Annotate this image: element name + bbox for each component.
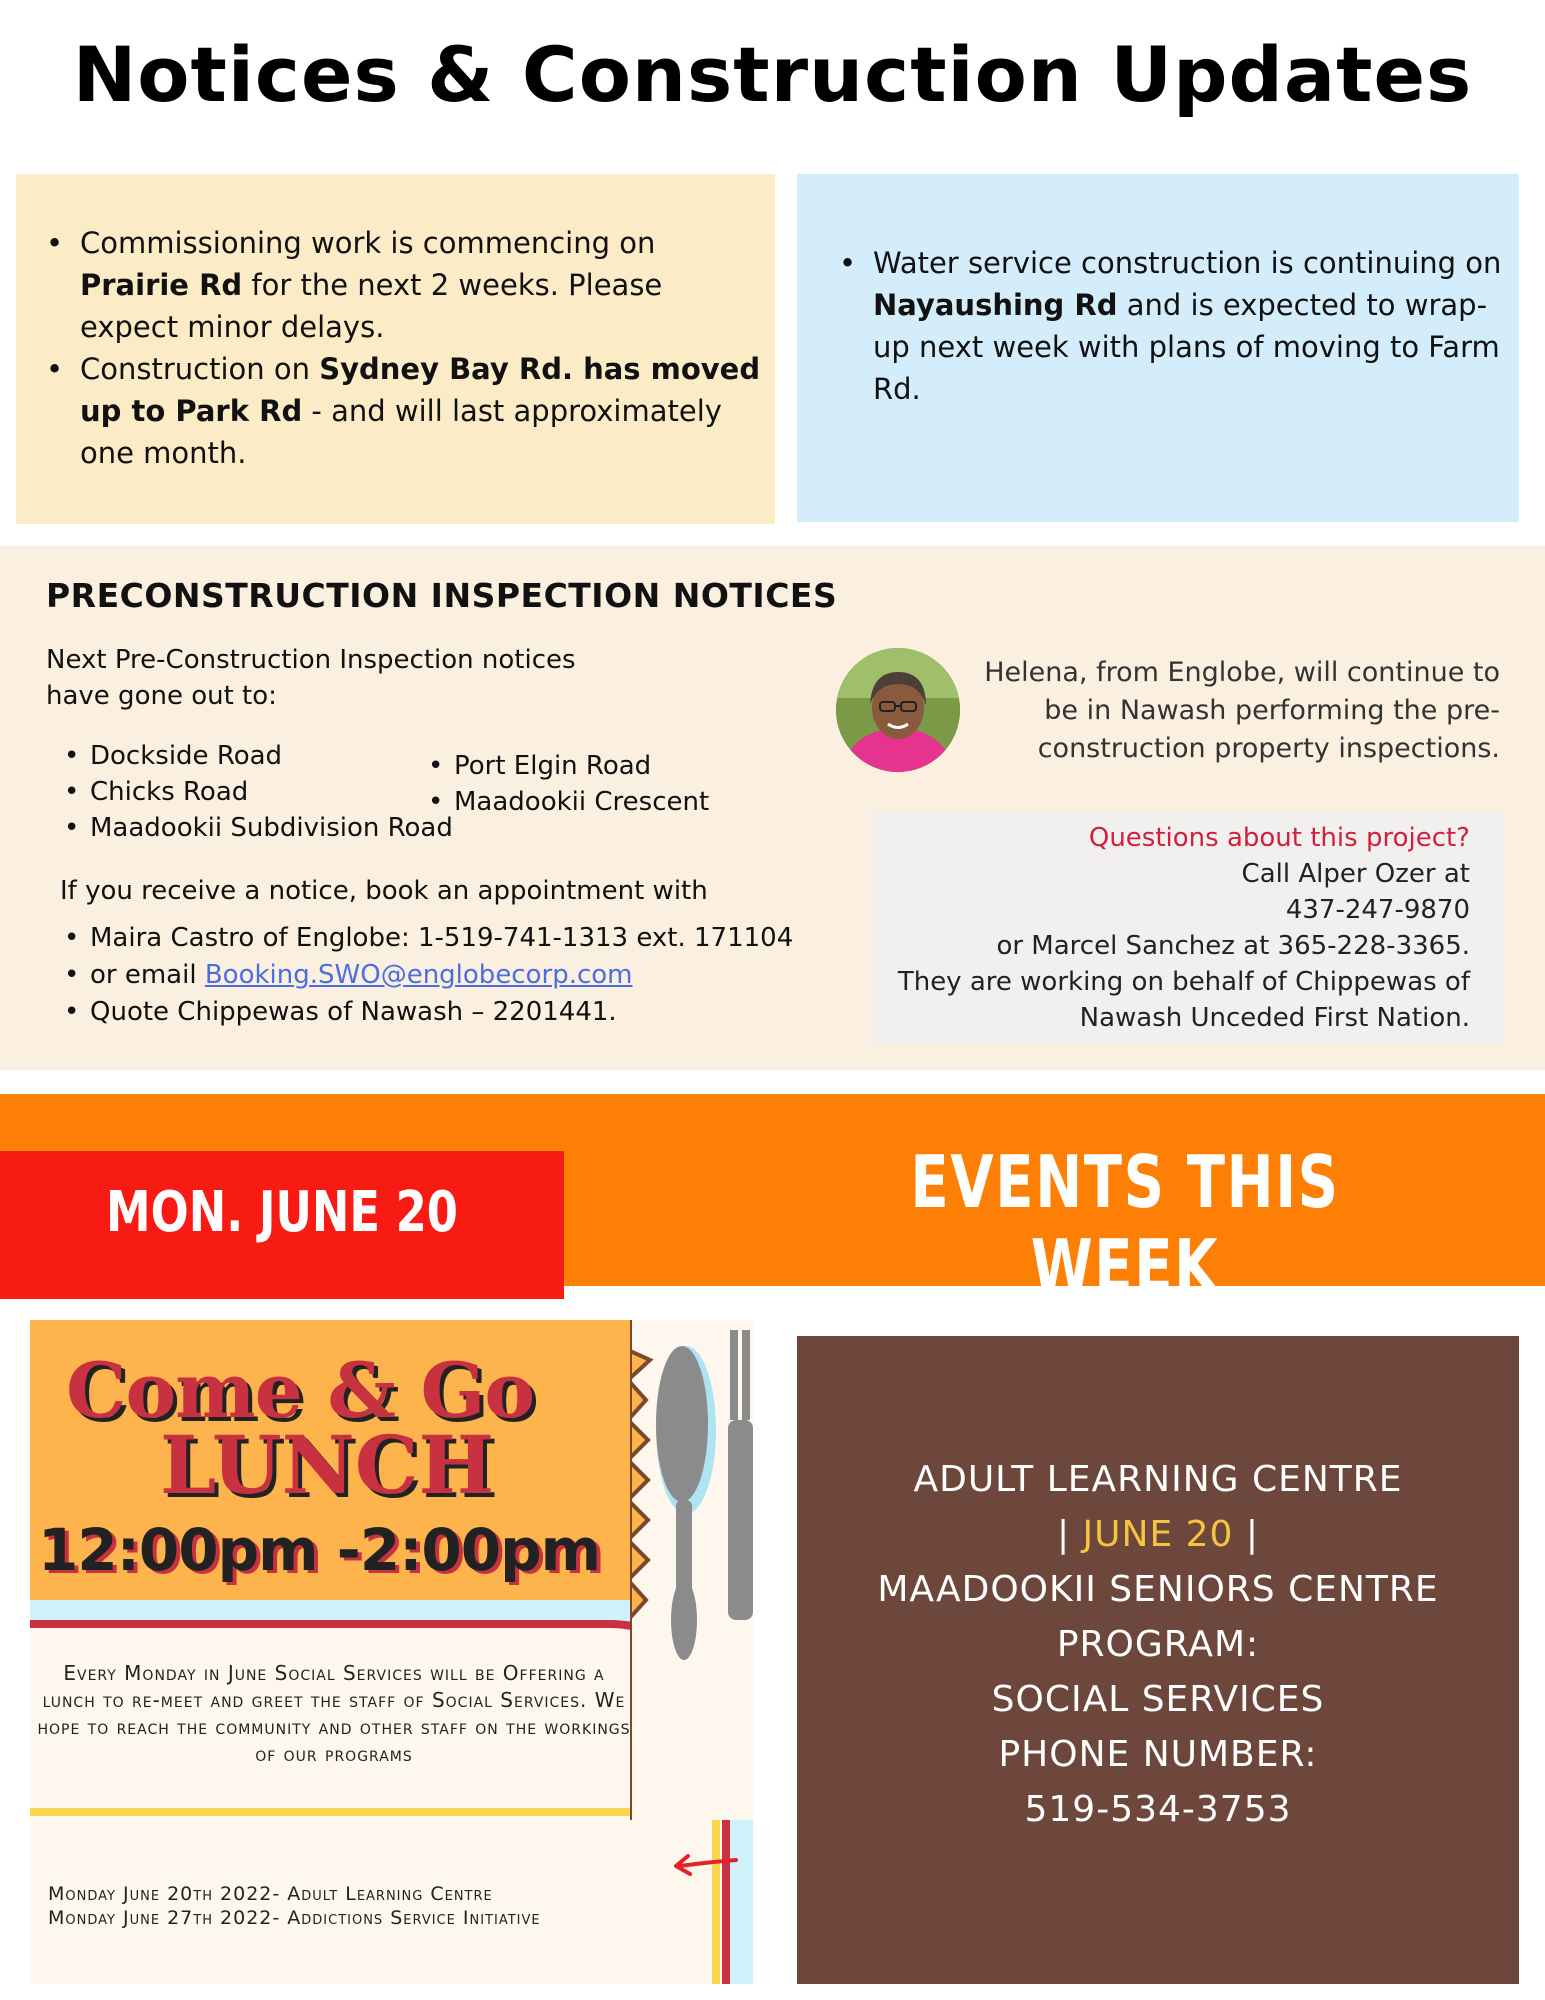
contact-line: Call Alper Ozer at [1241, 859, 1470, 889]
flyer-description: Every Monday in June Social Services will be Offering a lunch to re-meet and greet the staff of Social Services. We hope to reach the community and other staff on the workings of our programs [37, 1661, 631, 1766]
event-date-label: MON. JUNE 20 [106, 1180, 458, 1245]
event-program-label: PROGRAM: [1056, 1624, 1260, 1665]
road-item: • Chicks Road [64, 774, 453, 810]
questions-label: Questions about this project? [1088, 823, 1470, 853]
flyer-dates [48, 1882, 541, 1930]
contact-quote: • Quote Chippewas of Nawash – 2201441. [64, 994, 793, 1031]
flyer-time: 12:00pm -2:00pm [38, 1516, 601, 1584]
event-venue: MAADOOKII SENIORS CENTRE [877, 1569, 1439, 1610]
water-service-list [839, 242, 1509, 410]
helena-avatar [836, 648, 960, 772]
person-photo-icon [836, 648, 960, 772]
event-phone-label: PHONE NUMBER: [998, 1734, 1318, 1775]
flyer-date-line: Monday June 27th 2022- Addictions Service Initiative [48, 1907, 541, 1929]
events-title: EVENTS THIS WEEK [910, 1140, 1340, 1308]
cutlery-panel [630, 1320, 753, 1820]
contact-line: They are working on behalf of Chippewas of [897, 967, 1470, 997]
contact-phone: • Maira Castro of Englobe: 1-519-741-1313 ext. 171104 [64, 920, 793, 957]
event-program: SOCIAL SERVICES [991, 1679, 1325, 1720]
event-info-card [797, 1336, 1519, 1984]
questions-box [872, 812, 1504, 1044]
update-item: • Construction on Sydney Bay Rd. has moved up to Park Rd - and will last approximately one month. [46, 348, 766, 474]
road-item: • Maadookii Crescent [428, 784, 709, 820]
flyer-subheadline: LUNCH [160, 1418, 495, 1512]
booking-instructions: If you receive a notice, book an appointment with [60, 876, 708, 906]
event-date: | JUNE 20 | [1056, 1514, 1260, 1555]
flyer-headline: Come & Go [66, 1346, 535, 1435]
arrow-left-icon [670, 1850, 740, 1880]
road-item: • Maadookii Subdivision Road [64, 810, 453, 846]
contact-line: 437-247-9870 [1285, 895, 1470, 925]
update-item: • Water service construction is continuing on Nayaushing Rd and is expected to wrap-up next week with plans of moving to Farm Rd. [839, 242, 1509, 410]
update-item: • Commissioning work is commencing on Prairie Rd for the next 2 weeks. Please expect minor delays. [46, 222, 766, 348]
road-item: • Port Elgin Road [428, 748, 709, 784]
page-title: Notices & Construction Updates [72, 30, 1473, 119]
spoon-fork-icon [630, 1320, 753, 1820]
helena-note: Helena, from Englobe, will continue to be in Nawash performing the pre-construction property inspections. [984, 657, 1500, 764]
preconstruction-heading: PRECONSTRUCTION INSPECTION NOTICES [46, 576, 838, 615]
contact-email: • or email Booking.SWO@englobecorp.com [64, 957, 793, 994]
preconstruction-intro: Next Pre-Construction Inspection notices have gone out to: [46, 645, 576, 711]
flyer-date-line: Monday June 20th 2022- Adult Learning Centre [48, 1883, 493, 1905]
contact-line: or Marcel Sanchez at 365-228-3365. [996, 931, 1470, 961]
email-link[interactable]: Booking.SWO@englobecorp.com [204, 960, 633, 990]
roads-list-1 [64, 738, 453, 846]
construction-updates-panel [16, 174, 775, 524]
construction-updates-list [46, 222, 766, 474]
water-service-panel [797, 174, 1519, 522]
roads-list-2 [428, 748, 709, 820]
event-location: ADULT LEARNING CENTRE [913, 1459, 1403, 1500]
event-phone: 519-534-3753 [1024, 1789, 1292, 1830]
contact-list [64, 920, 793, 1031]
road-item: • Dockside Road [64, 738, 453, 774]
lunch-flyer [30, 1320, 753, 1984]
contact-line: Nawash Unceded First Nation. [1079, 1003, 1470, 1033]
